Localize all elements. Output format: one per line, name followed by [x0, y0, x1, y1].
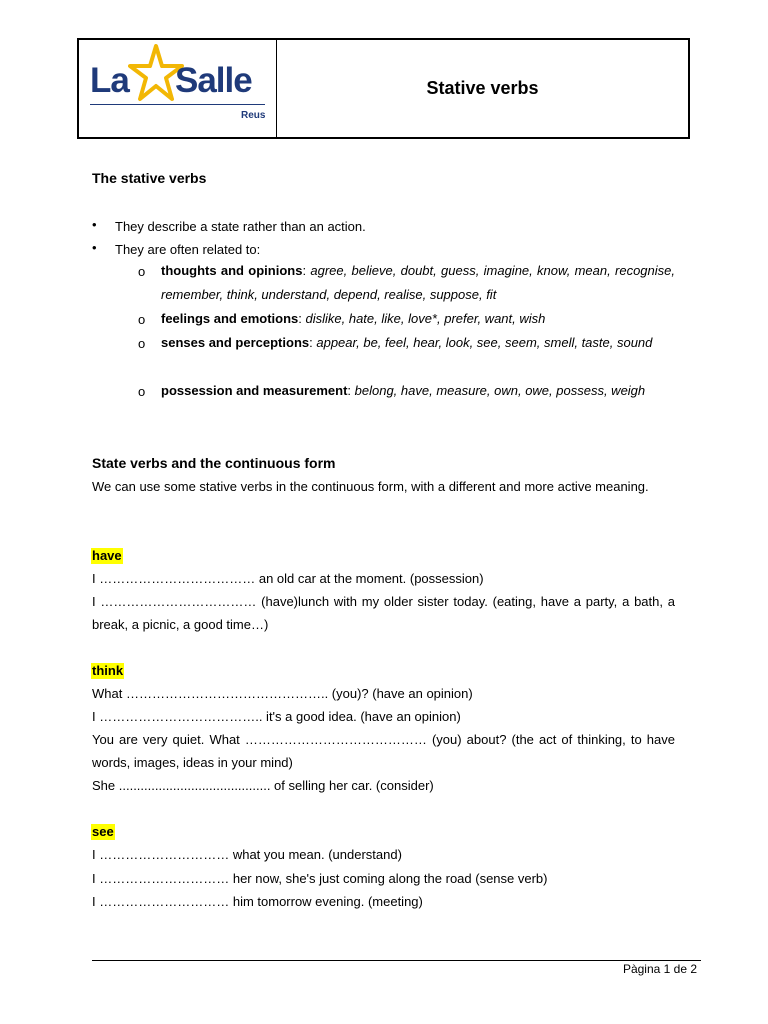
category-item: thoughts and opinions: agree, believe, doubt, guess, imagine, know, mean, recognise, remember, think, understand, depend, realise, suppose, fit [161, 263, 675, 302]
exercise-sentence: You are very quiet. What …………………………………… (you) about? (the act of thinking, to have words, images, ideas in your mind) [92, 732, 675, 770]
exercise-sentence: She .......................................... of selling her car. (consider) [92, 778, 434, 793]
exercise-sentence: I ………………………… her now, she's just coming along the road (sense verb) [92, 871, 548, 886]
bullet-marker: • [92, 217, 97, 232]
category-examples: dislike, hate, like, love*, prefer, want, wish [305, 311, 546, 326]
category-item: possession and measurement: belong, have, measure, own, owe, possess, weigh [161, 383, 646, 398]
bullet-marker: • [92, 240, 97, 255]
logo-text-salle: Salle [175, 61, 252, 100]
sub-bullet-marker: o [138, 264, 146, 279]
category-item: senses and perceptions: appear, be, feel, hear, look, see, seem, smell, taste, sound [161, 335, 653, 350]
category-examples: agree, believe, doubt, guess, imagine, know, mean, recognise, remember, think, understand, depend, realise, suppose, fit [161, 263, 675, 302]
verb-highlight-see: see [92, 824, 114, 839]
sub-bullet-marker: o [138, 384, 146, 399]
document-header [77, 38, 690, 139]
category-item: feelings and emotions: dislike, hate, like, love*, prefer, want, wish [161, 311, 546, 326]
exercise-sentence: I ……………………………….. it's a good idea. (have an opinion) [92, 709, 461, 724]
category-label: thoughts and opinions [161, 263, 303, 278]
sub-bullet-marker: o [138, 336, 146, 351]
category-label: senses and perceptions [161, 335, 310, 350]
logo [79, 40, 277, 137]
page-number: Pàgina 1 de 2 [622, 962, 697, 976]
bullet-text: They describe a state rather than an action. [115, 219, 366, 234]
logo-text-la: La [90, 61, 129, 100]
intro-paragraph: We can use some stative verbs in the continuous form, with a different and more active meaning. [92, 479, 649, 494]
verb-highlight-think: think [92, 663, 124, 678]
exercise-sentence: I ……………………………… an old car at the moment. (possession) [92, 571, 484, 586]
sub-bullet-marker: o [138, 312, 146, 327]
exercise-sentence: I ……………………………… (have)lunch with my older sister today. (eating, have a party, a bath, a break, a picnic, a good time…) [92, 594, 675, 632]
verb-highlight-have: have [92, 548, 122, 563]
category-label: feelings and emotions [161, 311, 299, 326]
title-cell [277, 40, 688, 137]
logo-city: Reus [241, 110, 266, 121]
footer-rule [92, 960, 701, 961]
exercise-sentence: I ………………………… him tomorrow evening. (meeting) [92, 894, 423, 909]
category-examples: belong, have, measure, own, owe, possess, weigh [354, 383, 646, 398]
section-heading: State verbs and the continuous form [92, 455, 336, 471]
exercise-sentence: I ………………………… what you mean. (understand) [92, 847, 402, 862]
logo-divider [90, 104, 265, 105]
section-heading: The stative verbs [92, 170, 207, 186]
document-title: Stative verbs [426, 78, 539, 98]
category-examples: appear, be, feel, hear, look, see, seem, smell, taste, sound [316, 335, 653, 350]
category-label: possession and measurement [161, 383, 348, 398]
bullet-text: They are often related to: [115, 242, 261, 257]
exercise-sentence: What ……………………………………….. (you)? (have an opinion) [92, 686, 473, 701]
